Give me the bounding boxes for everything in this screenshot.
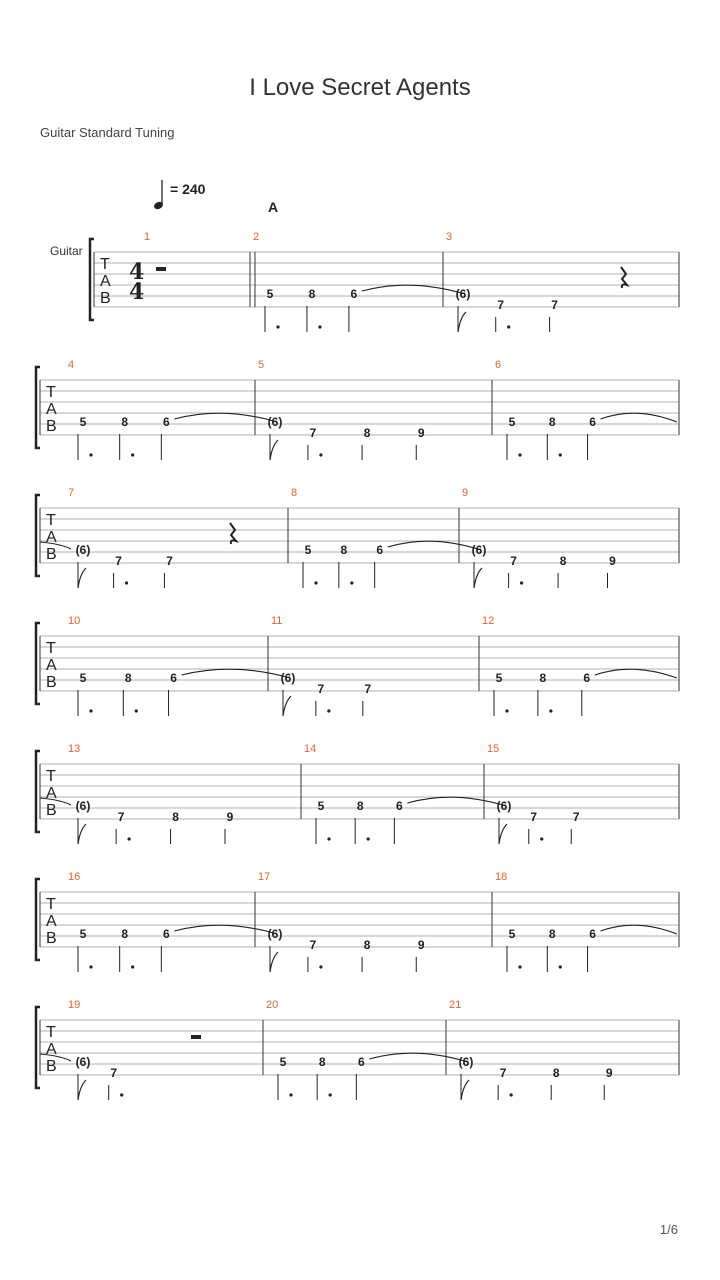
note-flag	[78, 1080, 86, 1100]
fret-number: 5	[266, 287, 274, 301]
fret-number: 8	[559, 554, 567, 568]
fret-number: 8	[340, 543, 348, 557]
rhythm-dot	[120, 1093, 123, 1096]
tab-clef-letter: B	[100, 290, 111, 307]
rhythm-dot	[89, 453, 92, 456]
fret-number: 8	[308, 287, 316, 301]
measure-number: 18	[495, 871, 508, 883]
rhythm-dot	[518, 965, 521, 968]
tie-arc	[182, 669, 290, 678]
measure-number: 14	[304, 743, 317, 755]
half-rest-icon	[191, 1035, 201, 1039]
fret-number: 7	[572, 810, 580, 824]
fret-number: 7	[499, 1066, 507, 1080]
fret-number: 6	[162, 415, 170, 429]
fret-number: (6)	[75, 1055, 91, 1069]
fret-number: (6)	[75, 543, 91, 557]
song-title: I Love Secret Agents	[249, 74, 471, 101]
fret-number: 6	[162, 927, 170, 941]
tab-clef-letter: B	[46, 1058, 57, 1075]
tab-clef-letter: A	[100, 273, 111, 290]
rhythm-dot	[131, 453, 134, 456]
tab-clef-letter: T	[46, 640, 56, 657]
measure-number: 19	[68, 999, 81, 1011]
tie-arc	[362, 285, 465, 294]
note-flag	[283, 696, 291, 716]
fret-number: 8	[121, 415, 129, 429]
fret-number: 7	[110, 1066, 118, 1080]
fret-number: 6	[589, 927, 596, 941]
fret-number: 9	[226, 810, 234, 824]
fret-number: 7	[510, 554, 517, 568]
measure-number: 11	[271, 615, 283, 627]
fret-number: 6	[395, 799, 403, 813]
fret-number: 5	[508, 415, 516, 429]
measure-number: 9	[462, 487, 469, 499]
tab-clef-letter: T	[100, 256, 110, 273]
fret-number: 8	[363, 938, 371, 952]
tie-arc	[174, 925, 277, 934]
tie-arc	[407, 797, 506, 806]
tab-clef-letter: B	[46, 418, 57, 435]
note-flag	[270, 440, 278, 460]
fret-number: 6	[583, 671, 591, 685]
quarter-rest-icon	[230, 523, 236, 544]
tie-arc	[174, 413, 277, 422]
rhythm-dot	[314, 581, 317, 584]
tempo-marking: = 240	[170, 181, 206, 197]
fret-number: 7	[551, 298, 558, 312]
system-bracket	[36, 495, 40, 576]
rhythm-dot	[507, 325, 510, 328]
fret-number: (6)	[267, 415, 283, 429]
note-flag	[78, 568, 86, 588]
half-rest-icon	[156, 267, 166, 271]
measure-number: 8	[291, 487, 298, 499]
quarter-rest-icon	[621, 267, 627, 288]
rhythm-dot	[549, 709, 552, 712]
note-flag	[474, 568, 482, 588]
fret-number: 7	[115, 554, 122, 568]
rhythm-dot	[318, 325, 321, 328]
tab-clef-letter: B	[46, 546, 57, 563]
rhythm-dot	[128, 837, 131, 840]
tie-arc	[601, 925, 677, 934]
fret-number: 6	[170, 671, 177, 685]
rhythm-dot	[89, 709, 92, 712]
tie-arc	[369, 1053, 468, 1062]
rhythm-dot	[89, 965, 92, 968]
measure-number: 7	[68, 487, 75, 499]
note-flag	[78, 824, 86, 844]
measure-number: 21	[449, 999, 462, 1011]
rhythm-dot	[505, 709, 508, 712]
system-bracket	[36, 367, 40, 448]
fret-number: 5	[79, 671, 87, 685]
tuning-label: Guitar Standard Tuning	[40, 125, 175, 140]
fret-number: (6)	[458, 1055, 474, 1069]
fret-number: 9	[605, 1066, 613, 1080]
fret-number: 5	[495, 671, 503, 685]
fret-number: 7	[364, 682, 372, 696]
rhythm-dot	[289, 1093, 292, 1096]
measure-number: 2	[253, 231, 260, 243]
measure-number: 1	[144, 231, 151, 243]
fret-number: 8	[363, 426, 371, 440]
tab-clef-letter: T	[46, 768, 56, 785]
fret-number: 6	[350, 287, 358, 301]
rhythm-dot	[540, 837, 543, 840]
fret-number: 5	[317, 799, 325, 813]
rhythm-dot	[559, 965, 562, 968]
measure-number: 16	[68, 871, 81, 883]
fret-number: 8	[318, 1055, 326, 1069]
rhythm-dot	[319, 965, 322, 968]
tab-clef-letter: A	[46, 785, 57, 802]
fret-number: 5	[304, 543, 312, 557]
measure-number: 17	[258, 871, 271, 883]
rhythm-dot	[559, 453, 562, 456]
fret-number: 6	[376, 543, 384, 557]
fret-number: 7	[309, 938, 317, 952]
page-number: 1/6	[659, 1222, 678, 1237]
fret-number: 9	[417, 938, 425, 952]
fret-number: 7	[497, 298, 505, 312]
system-bracket	[36, 623, 40, 704]
tab-clef-letter: A	[46, 657, 57, 674]
note-flag	[458, 312, 466, 332]
tab-clef-letter: B	[46, 802, 57, 819]
fret-number: 8	[124, 671, 132, 685]
tab-clef-letter: A	[46, 1041, 57, 1058]
tie-arc	[601, 413, 677, 422]
tab-clef-letter: T	[46, 384, 56, 401]
fret-number: 8	[548, 415, 556, 429]
tab-clef-letter: T	[46, 512, 56, 529]
fret-number: 8	[539, 671, 547, 685]
measure-number: 3	[446, 231, 453, 243]
fret-number: (6)	[267, 927, 283, 941]
fret-number: 7	[530, 810, 538, 824]
rhythm-dot	[367, 837, 370, 840]
rhythm-dot	[510, 1093, 513, 1096]
rhythm-dot	[276, 325, 279, 328]
fret-number: 7	[166, 554, 173, 568]
system-bracket	[36, 879, 40, 960]
rhythm-dot	[520, 581, 523, 584]
note-flag	[461, 1080, 469, 1100]
fret-number: 5	[79, 927, 87, 941]
tab-clef-letter: T	[46, 896, 56, 913]
tab-clef-letter: B	[46, 930, 57, 947]
rhythm-dot	[319, 453, 322, 456]
measure-number: 10	[68, 615, 81, 627]
fret-number: 8	[172, 810, 179, 824]
system-bracket	[36, 751, 40, 832]
fret-number: 8	[548, 927, 556, 941]
fret-number: 5	[279, 1055, 287, 1069]
measure-number: 15	[487, 743, 500, 755]
rhythm-dot	[329, 1093, 332, 1096]
time-signature-top: 4	[129, 259, 145, 285]
tab-clef-letter: A	[46, 913, 57, 930]
system-bracket	[90, 239, 94, 320]
tab-clef-letter: A	[46, 529, 57, 546]
rhythm-dot	[327, 837, 330, 840]
rhythm-dot	[518, 453, 521, 456]
rhythm-dot	[125, 581, 128, 584]
fret-number: 6	[589, 415, 596, 429]
tab-clef-letter: B	[46, 674, 57, 691]
note-flag	[270, 952, 278, 972]
measure-number: 4	[68, 359, 75, 371]
fret-number: (6)	[75, 799, 91, 813]
rhythm-dot	[135, 709, 138, 712]
time-signature-bottom: 4	[129, 279, 145, 305]
fret-number: (6)	[280, 671, 296, 685]
fret-number: 6	[357, 1055, 365, 1069]
note-flag	[499, 824, 507, 844]
rhythm-dot	[327, 709, 330, 712]
fret-number: 5	[79, 415, 87, 429]
fret-number: 8	[552, 1066, 560, 1080]
tie-arc	[388, 541, 481, 550]
fret-number: 7	[309, 426, 317, 440]
tab-clef-letter: A	[46, 401, 57, 418]
fret-number: (6)	[496, 799, 512, 813]
measure-number: 6	[495, 359, 502, 371]
fret-number: 9	[609, 554, 616, 568]
fret-number: 7	[317, 682, 325, 696]
measure-number: 5	[258, 359, 265, 371]
instrument-label: Guitar	[50, 244, 83, 258]
fret-number: (6)	[455, 287, 471, 301]
fret-number: 7	[117, 810, 125, 824]
fret-number: 5	[508, 927, 516, 941]
fret-number: 8	[121, 927, 129, 941]
tab-clef-letter: T	[46, 1024, 56, 1041]
system-bracket	[36, 1007, 40, 1088]
fret-number: (6)	[471, 543, 487, 557]
fret-number: 9	[417, 426, 425, 440]
fret-number: 8	[356, 799, 364, 813]
measure-number: 12	[482, 615, 495, 627]
rhythm-dot	[131, 965, 134, 968]
measure-number: 13	[68, 743, 81, 755]
rhythm-dot	[350, 581, 353, 584]
measure-number: 20	[266, 999, 279, 1011]
tie-arc	[595, 669, 677, 678]
section-marker: A	[268, 199, 279, 215]
